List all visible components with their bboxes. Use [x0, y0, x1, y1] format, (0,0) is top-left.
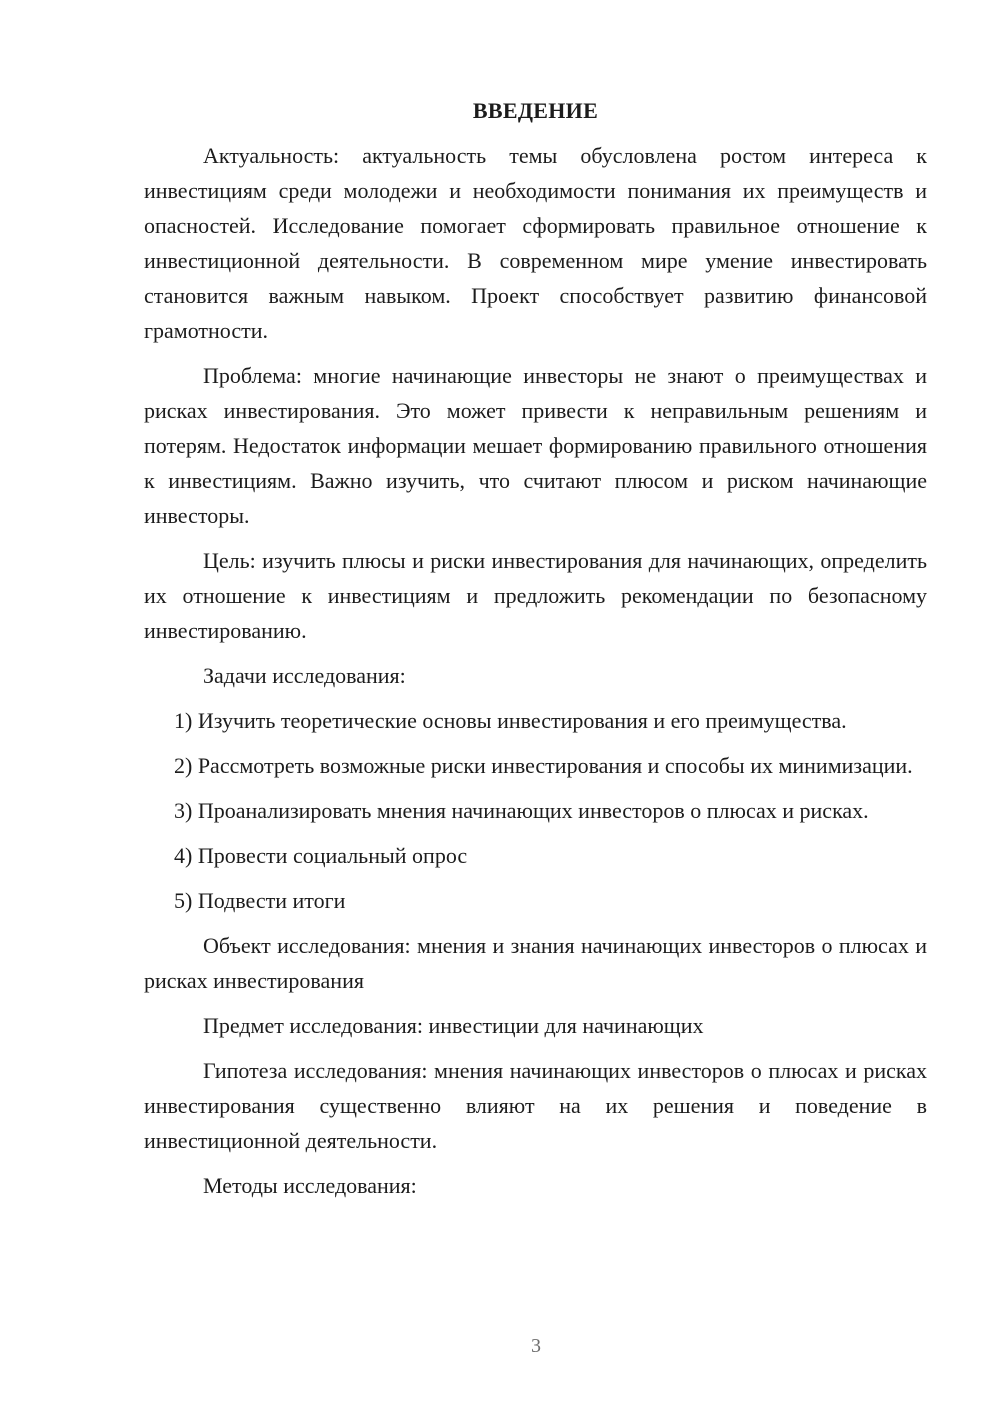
goal-paragraph: Цель: изучить плюсы и риски инвестирования для начинающих, определить их отношение к инвестициям и предложить рекомендации по безопасному инвестированию.: [144, 548, 927, 643]
tasks-heading: Задачи исследования:: [203, 663, 406, 688]
task-item-4: 4) Провести социальный опрос: [174, 843, 468, 868]
problem-paragraph: Проблема: многие начинающие инвесторы не знают о преимуществах и рисках инвестирования. Это может привести к неправильным решениям и потерям. Недостаток информации мешает формированию правильного отношения к инвестициям. Важно изучить, что считают плюсом и риском начинающие инвесторы.: [144, 363, 927, 528]
page-content: [144, 93, 927, 1213]
section-title: ВВЕДЕНИЕ: [472, 98, 599, 123]
page-number: 3: [531, 1335, 541, 1357]
task-item-1: 1) Изучить теоретические основы инвестирования и его преимущества.: [174, 708, 847, 733]
task-item-5: 5) Подвести итоги: [174, 888, 346, 913]
hypothesis-paragraph: Гипотеза исследования: мнения начинающих инвесторов о плюсах и рисках инвестирования существенно влияют на их решения и поведение в инвестиционной деятельности.: [144, 1058, 927, 1153]
methods-heading: Методы исследования:: [203, 1173, 417, 1198]
subject-paragraph: Предмет исследования: инвестиции для начинающих: [203, 1013, 704, 1038]
object-paragraph: Объект исследования: мнения и знания начинающих инвесторов о плюсах и рисках инвестирования: [144, 933, 927, 993]
relevance-paragraph: Актуальность: актуальность темы обусловлена ростом интереса к инвестициям среди молодежи и необходимости понимания их преимуществ и опасностей. Исследование помогает сформировать правильное отношение к инвестиционной деятельности. В современном мире умение инвестировать становится важным навыком. Проект способствует развитию финансовой грамотности.: [144, 143, 927, 343]
task-item-3: 3) Проанализировать мнения начинающих инвесторов о плюсах и рисках.: [174, 798, 869, 823]
task-item-2: 2) Рассмотреть возможные риски инвестирования и способы их минимизации.: [174, 753, 913, 778]
